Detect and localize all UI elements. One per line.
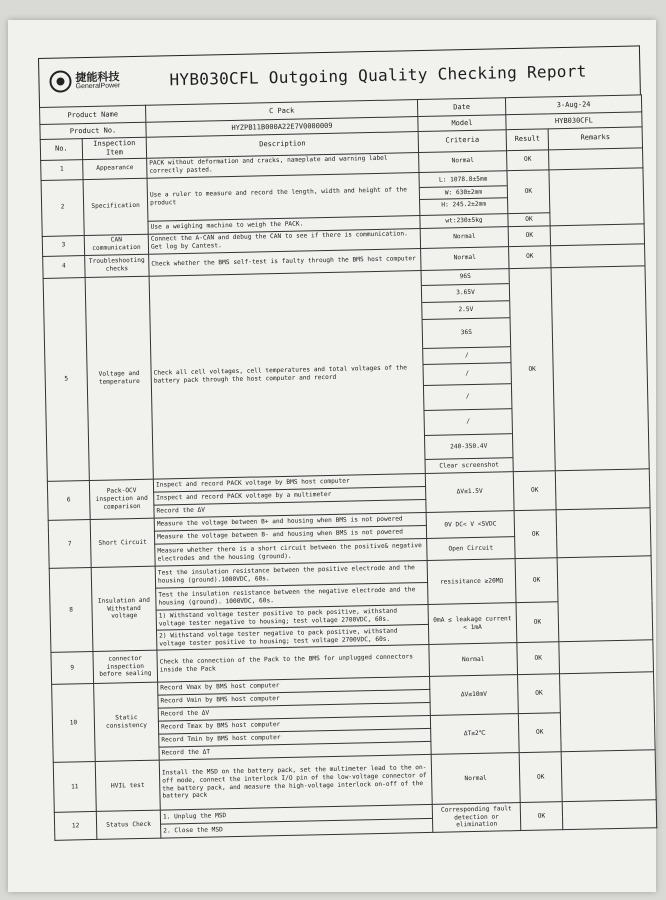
row-criteria: Normal [421, 246, 509, 270]
row-result: OK [517, 642, 560, 675]
row-description: Record Tmax by BMS host computer [158, 715, 430, 734]
row-result: OK [514, 510, 557, 559]
row-no: 12 [54, 811, 97, 840]
row-description: Record Vmin by BMS host computer [158, 689, 430, 708]
row-criteria: Normal [429, 643, 518, 677]
row-criteria: Normal [419, 150, 507, 172]
row-no: 8 [49, 567, 93, 652]
row-description: Install the MSD on the battery pack, set the multimeter lead to the on-off mode, connect the interlock I/O pin of the low-voltage connector of the battery pack, and measure the high-voltage interlock on-off of the battery pack [159, 754, 432, 810]
logo-english-name: GeneralPower [75, 82, 121, 91]
row-item: HVIL test [95, 760, 160, 811]
row-description: Measure the voltage between B+ and housing when BMS is not powered [154, 512, 426, 531]
row-result: OK [509, 267, 555, 471]
row-description: 1. Unplug the MSD [160, 804, 432, 824]
row-item: Short Circuit [90, 518, 155, 567]
col-no: No. [40, 139, 82, 160]
row-remarks [555, 469, 650, 510]
row-item: Insulation and Withstand voltage [91, 566, 157, 651]
criteria-blank: / [422, 363, 513, 386]
date-value: 3-Aug-24 [505, 95, 641, 115]
row-criteria: ΔV≤1.5V [425, 472, 514, 513]
row-criteria [421, 268, 513, 473]
report-paper [8, 20, 656, 892]
row-criteria: Normal [420, 226, 508, 248]
row-remarks [551, 243, 645, 267]
row-criteria: 0mA ≤ leakage current < 1mA [428, 603, 517, 645]
row-result: OK [508, 225, 550, 246]
row-remarks [549, 147, 643, 169]
col-item: Inspection Item [82, 137, 146, 159]
row-remarks [550, 223, 644, 245]
row-remarks [557, 556, 653, 642]
col-remarks: Remarks [548, 127, 642, 149]
product-name-label: Product Name [40, 105, 146, 124]
row-item: Status Check [96, 810, 161, 839]
row-criteria: Open Circuit [427, 537, 515, 561]
row-remarks [559, 640, 654, 674]
row-no: 1 [41, 159, 83, 180]
row-remarks [560, 672, 656, 752]
row-description: 2) Withstand voltage tester negative to pack positive, withstand voltage tester positive to housing; test voltage 2700VDC, 60s. [157, 624, 429, 650]
row-criteria: ΔT≤2℃ [430, 714, 519, 755]
row-criteria [419, 170, 508, 215]
row-no: 7 [48, 520, 91, 569]
criteria-width: W: 630±2mm [419, 186, 508, 201]
report-title: HYB030CFL Outgoing Quality Checking Report [169, 61, 587, 90]
row-description: Inspect and record PACK voltage by a multimeter [154, 486, 426, 505]
row-description: Measure whether there is a short circuit between the positive& negative electrodes and the housing (ground). [155, 538, 427, 566]
row-description: PACK without deformation and cracks, nameplate and warning label correctly pasted. [147, 152, 419, 178]
table-row [43, 265, 649, 481]
criteria-min-voltage: 2.5V [421, 301, 512, 320]
col-criteria: Criteria [418, 130, 506, 152]
criteria-length: L: 1078.8±5mm [419, 173, 508, 188]
company-logo [49, 69, 120, 92]
row-description: Record Vmax by BMS host computer [158, 676, 430, 695]
row-no: 4 [43, 255, 85, 278]
row-description: Test the insulation resistance between the negative electrode and the housing (ground). 1000VDC, 60s. [156, 582, 428, 610]
row-criteria: Corresponding fault detection or elimination [432, 803, 521, 833]
row-remarks [562, 800, 657, 830]
row-description: Use a ruler to measure and record the length, width and height of the product [147, 172, 420, 221]
row-criteria: ΔV≤10mV [430, 675, 519, 716]
row-description: 1) Withstand voltage tester positive to pack positive, withstand voltage tester negative to housing; test voltage 2700VDC, 60s. [156, 604, 428, 630]
criteria-screenshot: Clear screenshot [439, 461, 500, 470]
product-name-value: C Pack [146, 100, 418, 123]
criteria-max-voltage: 3.65V [421, 284, 511, 303]
criteria-blank: / [422, 384, 513, 411]
row-no: 3 [42, 235, 84, 256]
row-item: Troubleshooting checks [85, 254, 149, 277]
row-criteria: resisitance ≥20MΩ [427, 559, 516, 605]
row-remarks [551, 265, 649, 470]
row-result: OK [508, 212, 550, 226]
col-description: Description [146, 132, 418, 158]
row-description: Record the ΔV [158, 702, 430, 721]
criteria-blank: / [422, 409, 513, 436]
model-value: HYB030CFL [506, 112, 642, 130]
row-result: OK [507, 169, 550, 213]
row-result: OK [518, 713, 561, 753]
row-no: 9 [51, 651, 94, 684]
row-no: 6 [47, 481, 90, 521]
row-description: Measure the voltage between B- and housing when BMS is not powered [154, 525, 426, 544]
row-result: OK [513, 471, 556, 511]
row-description: Use a weighing machine to weigh the PACK. [148, 215, 420, 234]
row-description: Check all cell voltages, cell temperatures and total voltages of the battery pack through the host computer and record [149, 270, 425, 479]
row-item: CAN communication [84, 234, 148, 255]
row-description: 2. Close the MSD [161, 818, 433, 838]
row-result: OK [515, 558, 558, 603]
row-result: OK [507, 149, 549, 170]
row-result: OK [516, 602, 559, 643]
row-no: 2 [41, 179, 84, 236]
product-no-label: Product No. [40, 122, 146, 139]
row-description: Check whether the BMS self-test is faulty through the BMS host computer [149, 248, 421, 276]
row-description: Check the connection of the Pack to the BMS for unplugged connectors inside the Pack [157, 644, 430, 682]
row-description: Inspect and record PACK voltage by BMS host computer [153, 473, 425, 492]
row-remarks [549, 167, 644, 225]
row-no: 11 [53, 761, 96, 812]
row-result: OK [509, 245, 551, 268]
col-result: Result [506, 129, 548, 150]
logo-icon [49, 70, 71, 92]
criteria-height: H: 245.2±2mm [441, 201, 487, 209]
row-result: OK [518, 674, 561, 714]
row-item: Appearance [83, 158, 147, 179]
report-sheet [38, 45, 656, 840]
row-item: Specification [83, 178, 148, 235]
report-table [39, 94, 657, 840]
row-description: Test the insulation resistance between the positive electrode and the housing (ground).1000VDC, 60s. [155, 560, 427, 588]
row-criteria: Normal [431, 753, 520, 805]
row-remarks [556, 508, 651, 558]
row-criteria: 0V DC< V <5VDC [426, 511, 515, 539]
product-no-value: HYZPB11B000A22E7V0000009 [146, 117, 418, 138]
row-description: Record the ΔT [159, 741, 431, 760]
row-item: connector inspection before sealing [93, 650, 158, 683]
criteria-temp-sensors: 36S [421, 318, 512, 349]
row-item: Static consistency [94, 682, 160, 761]
row-result: OK [520, 802, 563, 831]
criteria-total-voltage: 240-350.4V [423, 434, 513, 461]
date-label: Date [417, 98, 505, 117]
row-description: Record Tmin by BMS host computer [159, 728, 431, 747]
model-label: Model [418, 115, 506, 132]
criteria-weight: wt:230±5kg [420, 213, 508, 228]
row-item: Voltage and temperature [85, 276, 153, 481]
row-remarks [561, 750, 656, 802]
row-item: Pack-OCV inspection and comparison [89, 479, 154, 519]
row-result: OK [519, 752, 562, 803]
logo-chinese-name: 捷能科技 [75, 70, 120, 85]
row-no: 10 [52, 683, 96, 762]
row-description: Record the ΔV [154, 499, 426, 518]
criteria-cell-count: 96S [421, 268, 511, 286]
row-description: Connect the A-CAN and debug the CAN to see if there is communication. Get log by Cantest. [148, 228, 420, 254]
row-no: 5 [43, 277, 89, 481]
criteria-blank: / [421, 347, 512, 366]
